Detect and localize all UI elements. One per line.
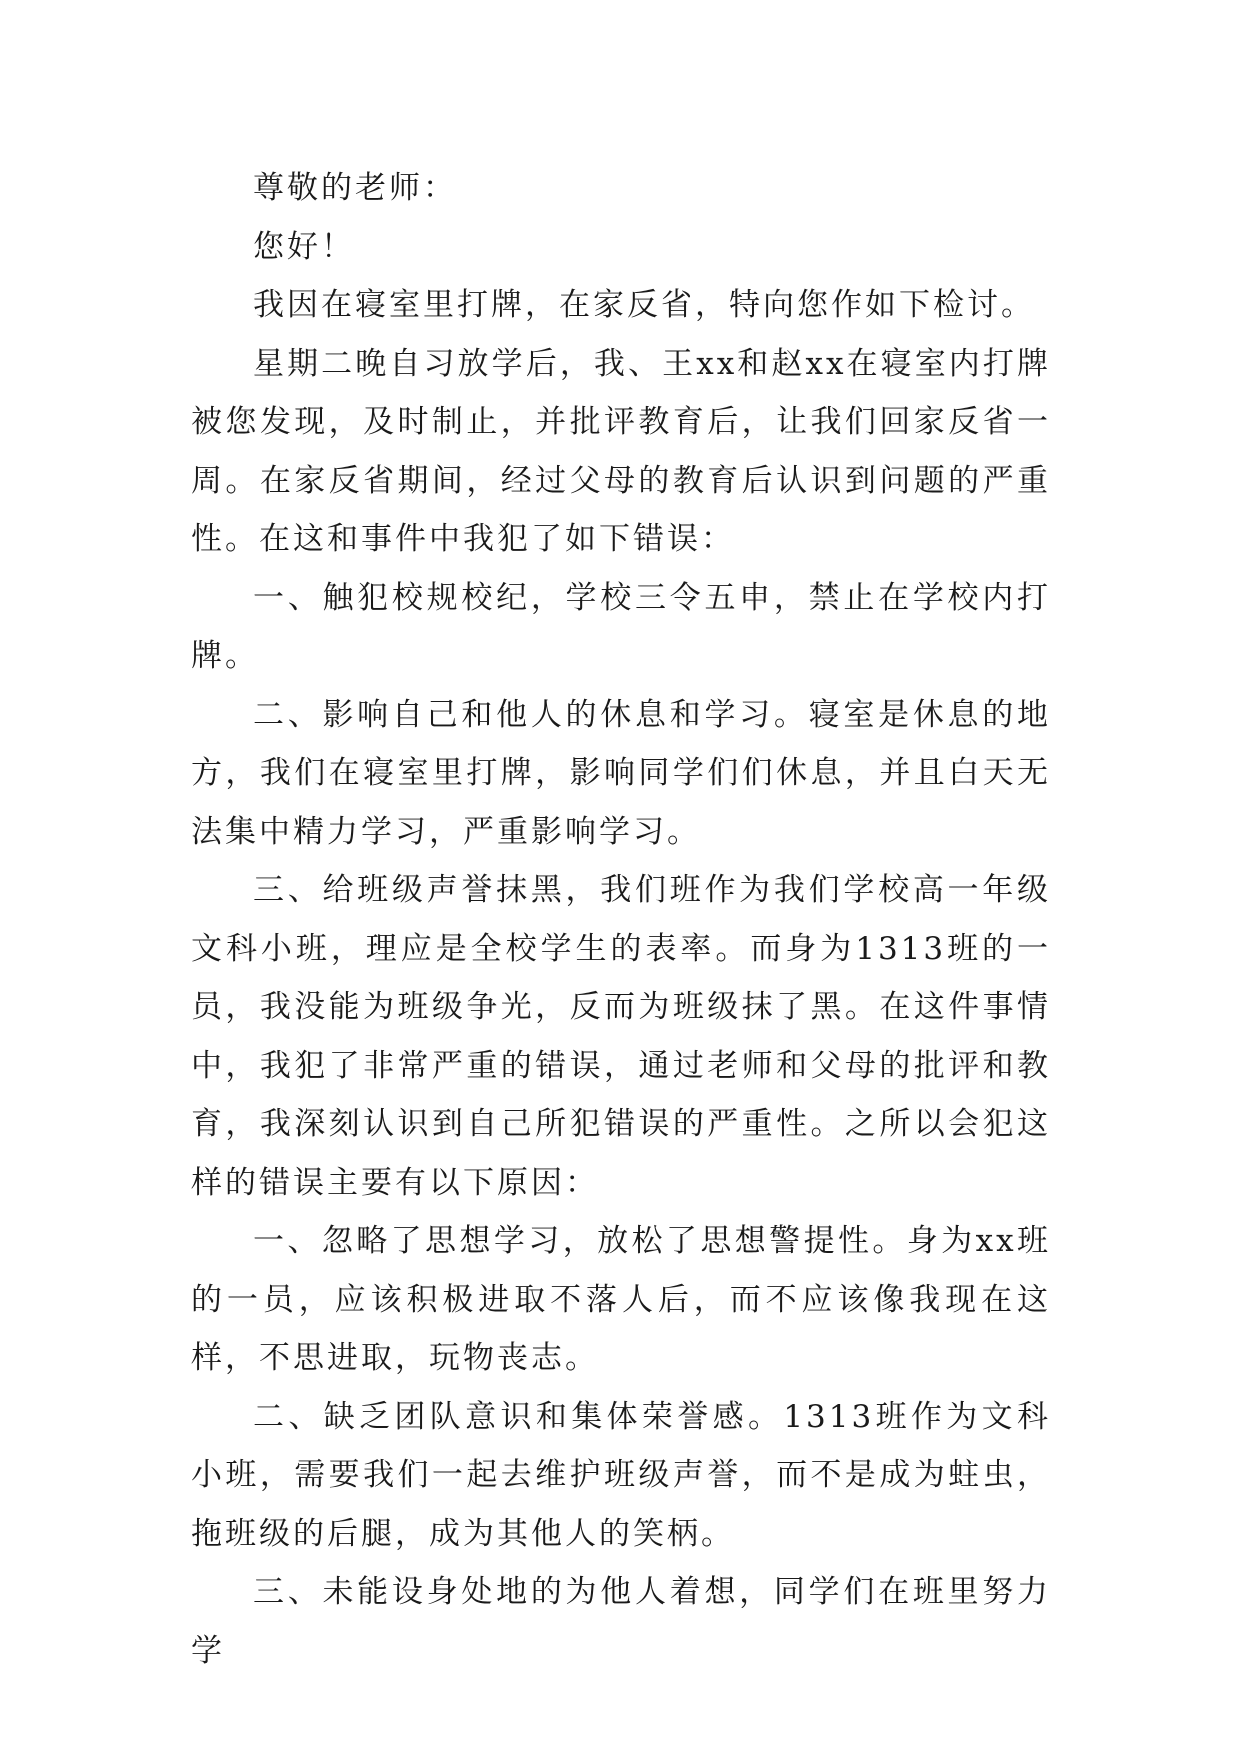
paragraph-error-3: 三、给班级声誉抹黑，我们班作为我们学校高一年级文科小班，理应是全校学生的表率。而身为1313班的一员，我没能为班级争光，反而为班级抹了黑。在这件事情中，我犯了非常严重的错误，通过老师和父母的批评和教育，我深刻认识到自己所犯错误的严重性。之所以会犯这样的错误主要有以下原因：	[191, 872, 1051, 1201]
paragraph-reason-1: 一、忽略了思想学习，放松了思想警提性。身为xx班的一员，应该积极进取不落人后，而不应该像我现在这样，不思进取，玩物丧志。	[191, 1223, 1051, 1376]
paragraph-incident: 星期二晚自习放学后，我、王xx和赵xx在寝室内打牌被您发现，及时制止，并批评教育后，让我们回家反省一周。在家反省期间，经过父母的教育后认识到问题的严重性。在这和事件中我犯了如下错误：	[191, 345, 1051, 557]
paragraph-error-1: 一、触犯校规校纪，学校三令五申，禁止在学校内打牌。	[191, 579, 1051, 674]
salutation: 尊敬的老师：	[253, 170, 457, 206]
paragraph-error-2: 二、影响自己和他人的休息和学习。寝室是休息的地方，我们在寝室里打牌，影响同学们们休息，并且白天无法集中精力学习，严重影响学习。	[191, 696, 1051, 850]
paragraph-intro: 我因在寝室里打牌，在家反省，特向您作如下检讨。	[253, 287, 1035, 323]
paragraph-reason-2: 二、缺乏团队意识和集体荣誉感。1313班作为文科小班，需要我们一起去维护班级声誉，而不是成为蛀虫，拖班级的后腿，成为其他人的笑柄。	[191, 1398, 1051, 1552]
letter-body	[191, 159, 1051, 1680]
paragraph-reason-3: 三、未能设身处地的为他人着想，同学们在班里努力学	[191, 1574, 1051, 1669]
greeting: 您好！	[253, 228, 355, 265]
